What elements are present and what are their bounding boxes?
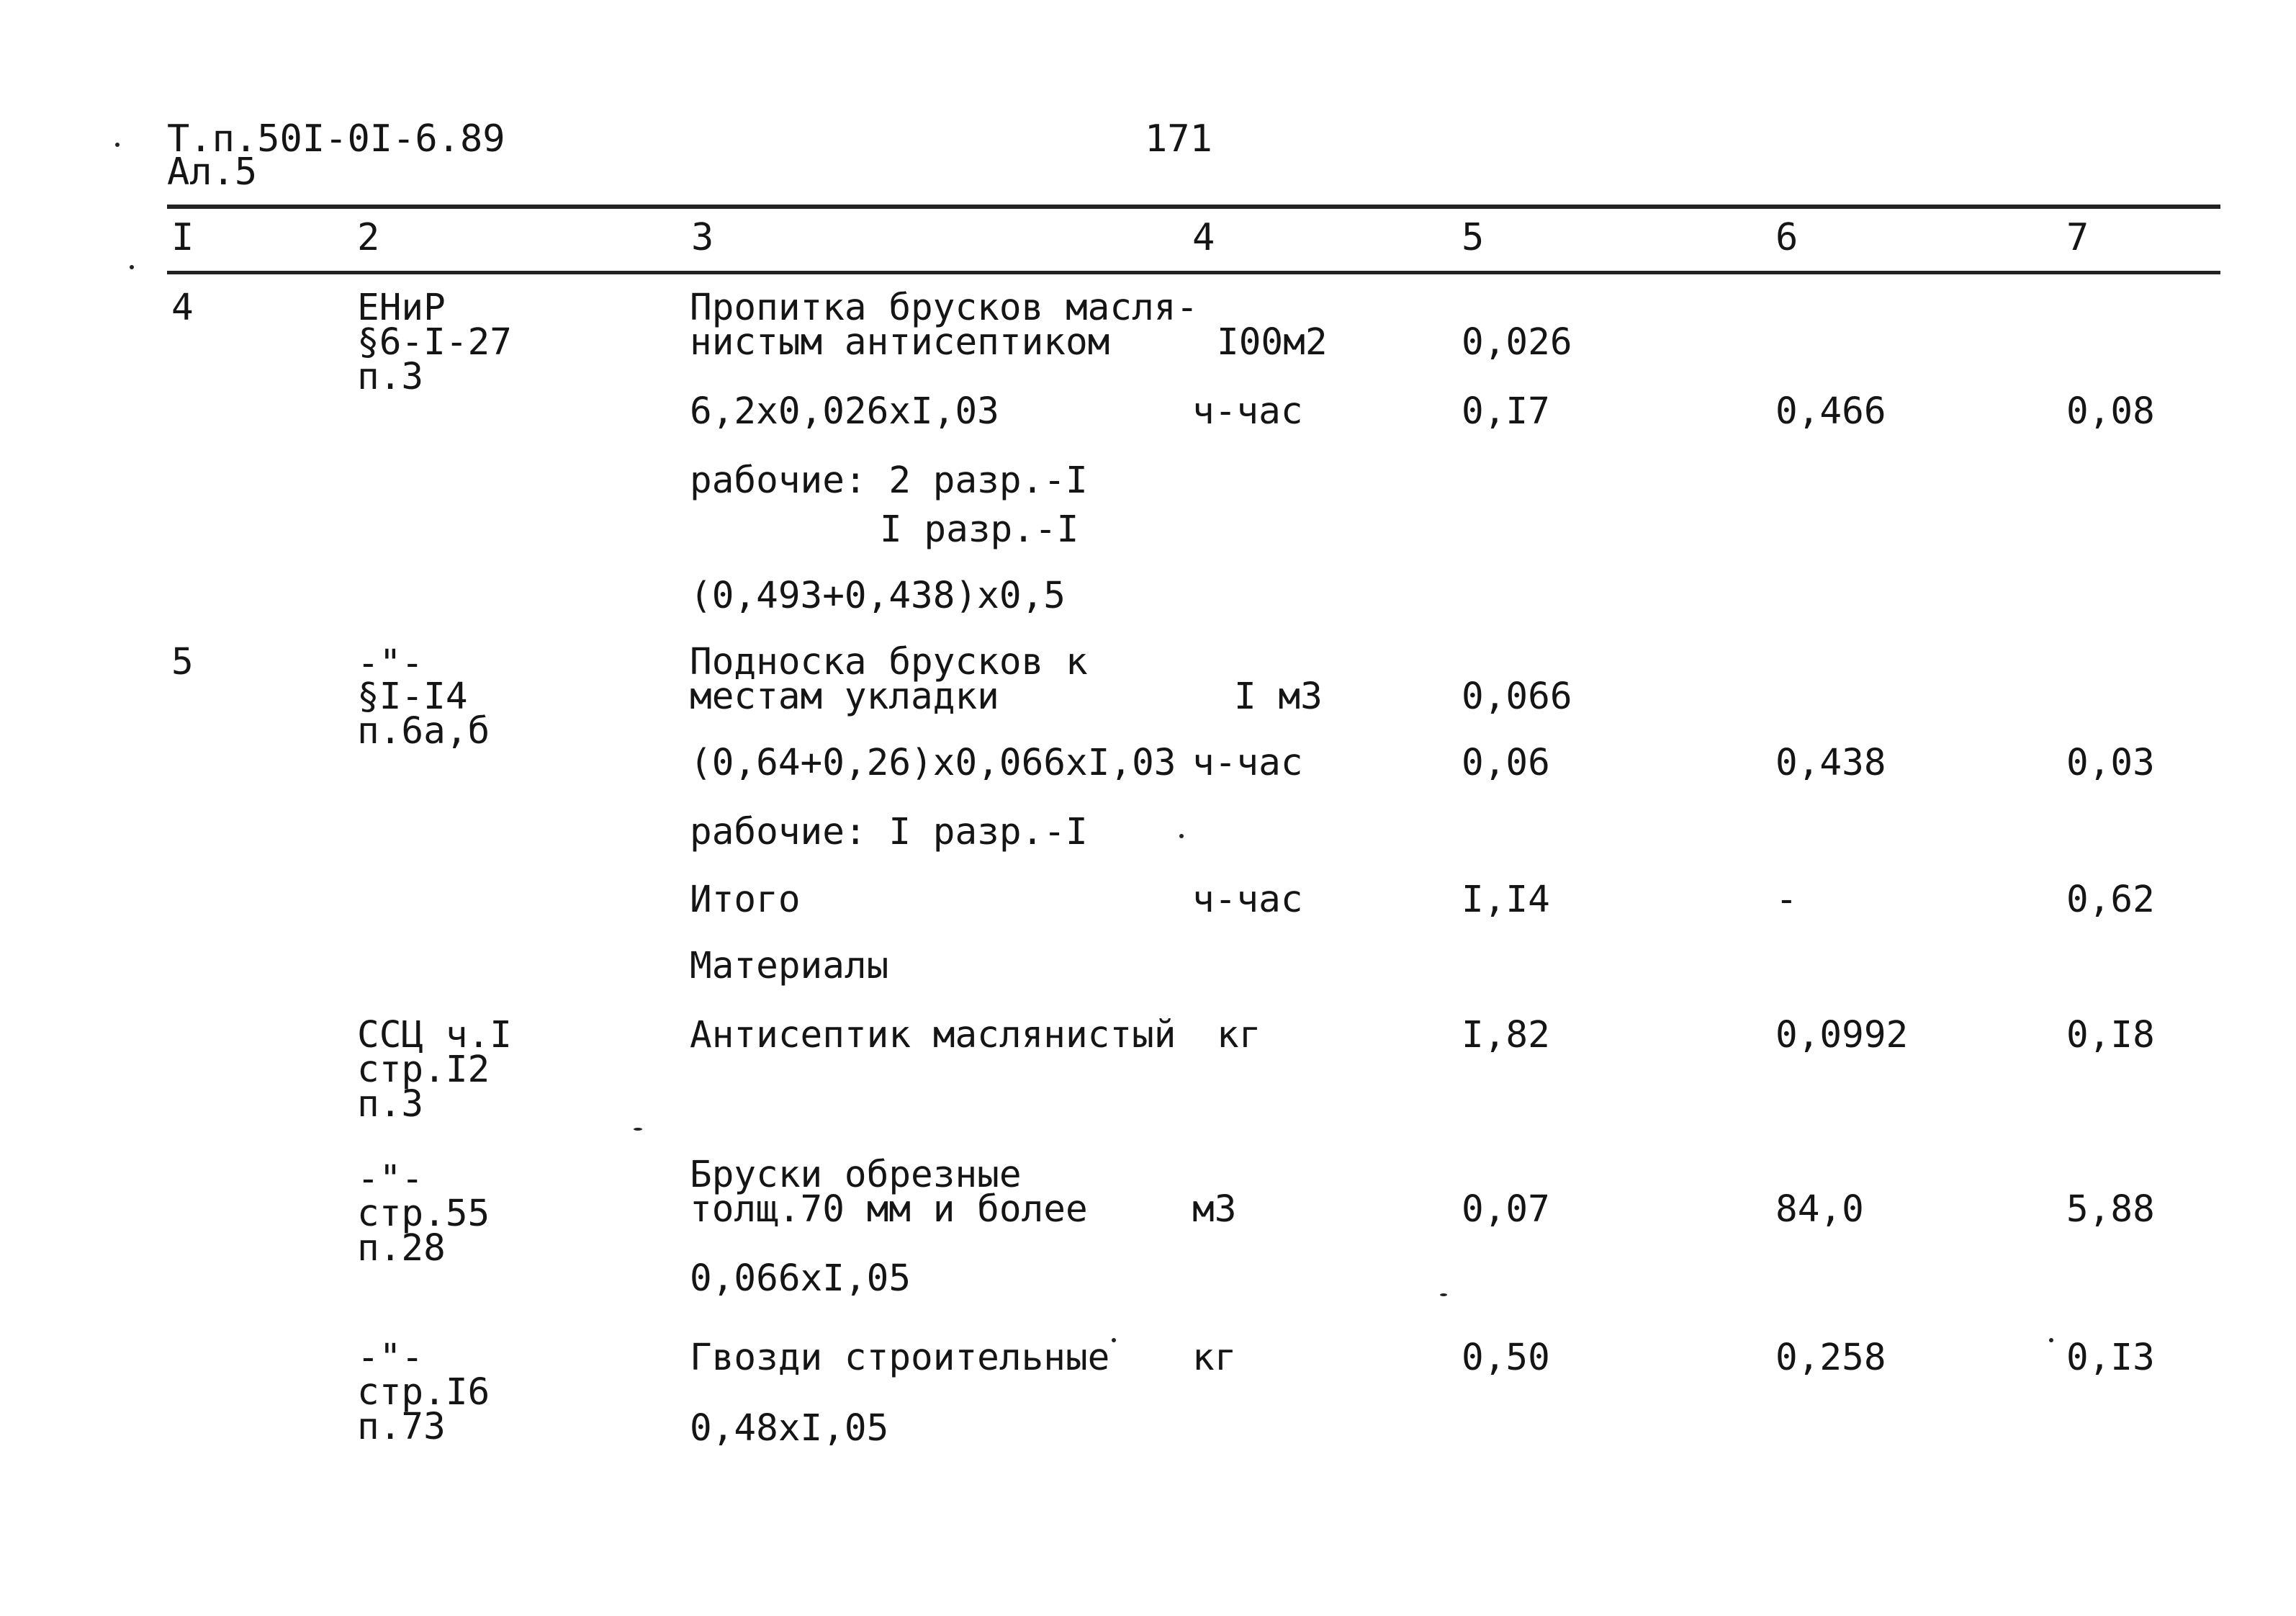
material-3-unit: кг <box>1192 1337 1237 1379</box>
total-label: Итого <box>690 879 801 921</box>
row-4-unit: I00м2 <box>1217 321 1328 364</box>
total-sum: 0,62 <box>2066 879 2155 921</box>
row-5-quantity: 0,066 <box>1462 675 1572 718</box>
material-2-formula: 0,066хI,05 <box>690 1257 911 1300</box>
material-2-reference-line-3: п.28 <box>357 1227 446 1270</box>
column-header-6: 6 <box>1775 216 1798 259</box>
column-header-5: 5 <box>1462 216 1485 259</box>
row-4-labor-price: 0,466 <box>1775 390 1886 433</box>
page-number: 171 <box>1145 117 1212 161</box>
scan-speck <box>634 1128 642 1131</box>
row-5-labor-unit: ч-час <box>1192 742 1303 784</box>
material-3-reference-line-2: стр.I6 <box>357 1371 490 1414</box>
row-4-description-line-2: нистым антисептиком <box>690 321 1110 364</box>
row-5-labor-total: 0,03 <box>2066 742 2155 784</box>
material-3-name: Гвозди строительные <box>690 1337 1110 1379</box>
column-header-3: 3 <box>691 216 714 259</box>
materials-heading: Материалы <box>690 945 889 987</box>
scan-speck <box>1112 1338 1116 1342</box>
row-4-labor-unit: ч-час <box>1192 390 1303 433</box>
material-1-name: Антисептик маслянистый <box>690 1014 1176 1056</box>
total-price: - <box>1775 879 1798 921</box>
row-4-number: 4 <box>171 287 194 329</box>
row-5-labor-price: 0,438 <box>1775 742 1886 784</box>
row-4-labor-quantity: 0,I7 <box>1462 390 1550 433</box>
material-1-unit: кг <box>1217 1014 1261 1056</box>
row-4-workers-line-2: I разр.-I <box>880 508 1079 551</box>
material-3-reference-line-1: -"- <box>357 1337 424 1379</box>
row-5-labor-quantity: 0,06 <box>1462 742 1550 784</box>
material-2-quantity: 0,07 <box>1462 1188 1550 1231</box>
material-3-quantity: 0,50 <box>1462 1337 1550 1379</box>
material-2-name-line-2: толщ.70 мм и более <box>690 1188 1088 1231</box>
row-4-labor-calculation: 6,2х0,026хI,03 <box>690 390 999 433</box>
material-2-total: 5,88 <box>2066 1188 2155 1231</box>
row-5-description-line-2: местам укладки <box>690 675 999 718</box>
row-5-workers: рабочие: I разр.-I <box>690 811 1088 853</box>
album-number: Ал.5 <box>167 151 258 194</box>
total-unit: ч-час <box>1192 879 1303 921</box>
scan-speck <box>115 143 120 147</box>
column-header-4: 4 <box>1192 216 1215 259</box>
material-1-reference-line-1: ССЦ ч.I <box>357 1014 512 1056</box>
row-5-reference-line-3: п.6а,б <box>357 710 490 753</box>
row-5-reference-line-2: §I-I4 <box>357 675 468 718</box>
scan-speck <box>2049 1338 2053 1342</box>
material-2-reference-line-1: -"- <box>357 1158 424 1200</box>
row-4-workers-line-1: рабочие: 2 разр.-I <box>690 459 1088 502</box>
material-1-reference-line-2: стр.I2 <box>357 1049 490 1091</box>
material-3-reference-line-3: п.73 <box>357 1406 446 1448</box>
row-4-labor-total: 0,08 <box>2066 390 2155 433</box>
doc-code: Т.п.50I-0I-6.89 <box>167 117 505 161</box>
material-2-price: 84,0 <box>1775 1188 1864 1231</box>
row-4-description-line-1: Пропитка брусков масля- <box>690 287 1199 329</box>
total-quantity: I,I4 <box>1462 879 1550 921</box>
material-2-name-line-1: Бруски обрезные <box>690 1154 1022 1196</box>
row-4-reference-line-2: §6-I-27 <box>357 321 512 364</box>
material-3-total: 0,I3 <box>2066 1337 2155 1379</box>
material-2-unit: м3 <box>1192 1188 1237 1231</box>
row-4-quantity: 0,026 <box>1462 321 1572 364</box>
row-4-rate-formula: (0,493+0,438)х0,5 <box>690 575 1066 617</box>
column-header-7: 7 <box>2066 216 2089 259</box>
row-5-labor-calculation: (0,64+0,26)х0,066хI,03 <box>690 742 1176 784</box>
row-5-number: 5 <box>171 641 194 683</box>
material-1-total: 0,I8 <box>2066 1014 2155 1056</box>
material-1-quantity: I,82 <box>1462 1014 1550 1056</box>
column-header-2: 2 <box>357 216 380 259</box>
material-1-reference-line-3: п.3 <box>357 1083 424 1126</box>
material-2-reference-line-2: стр.55 <box>357 1193 490 1235</box>
row-5-unit: I м3 <box>1234 675 1323 718</box>
table-header-bottom-rule <box>167 271 2220 274</box>
row-5-reference-line-1: -"- <box>357 642 424 685</box>
row-4-reference-line-1: ЕНиР <box>357 287 446 329</box>
scan-speck <box>130 265 134 269</box>
material-3-price: 0,258 <box>1775 1337 1886 1379</box>
scan-speck <box>1440 1293 1447 1296</box>
row-4-reference-line-3: п.3 <box>357 356 424 398</box>
material-1-price: 0,0992 <box>1775 1014 1909 1056</box>
material-3-formula: 0,48хI,05 <box>690 1407 889 1450</box>
scan-speck <box>1179 834 1184 838</box>
table-top-rule <box>167 205 2220 209</box>
column-header-1: I <box>171 216 194 259</box>
row-5-description-line-1: Подноска брусков к <box>690 641 1088 683</box>
